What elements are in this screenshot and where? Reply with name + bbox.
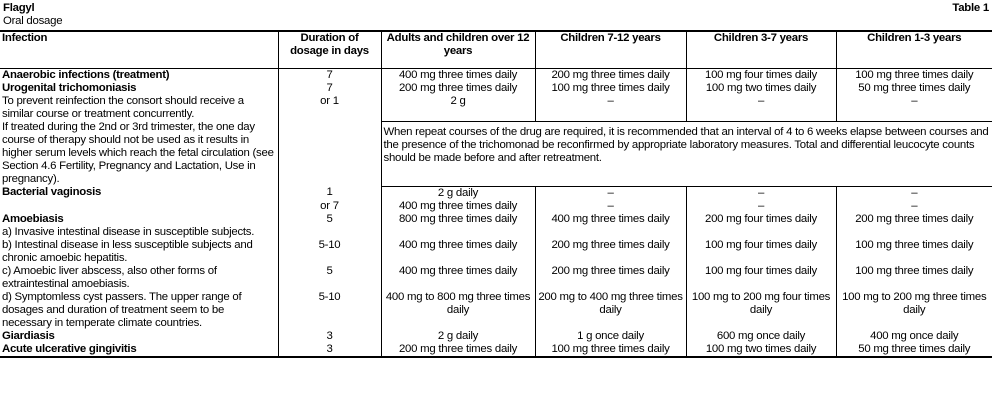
table-row — [0, 82, 992, 95]
dose-cell: – — [836, 186, 992, 200]
dose-cell: 100 mg to 200 mg four times daily — [686, 291, 836, 330]
document-title: Flagyl — [3, 2, 35, 14]
dose-cell: 100 mg two times daily — [686, 82, 836, 95]
dose-cell: 100 mg to 200 mg three times daily — [836, 291, 992, 330]
dose-cell: 200 mg three times daily — [535, 69, 686, 83]
dose-cell: 400 mg three times daily — [381, 265, 535, 291]
retreatment-note: When repeat courses of the drug are required, it is recommended that an interval of 4 to 6 weeks elapse between courses and the presence of the trichomonad be reconfirmed by appropriate laboratory measures. Total and differential leucocyte counts should be made before and after retreatment. — [381, 121, 992, 186]
infection-cell: If treated during the 2nd or 3rd trimester, the one day course of therapy should not be used as it results in higher serum levels which reach the fetal circulation (see Section 4.6 Fertility, Pregnancy and Lactation, Use in pregnancy). — [0, 121, 278, 186]
dose-cell: – — [535, 200, 686, 213]
infection-cell: Acute ulcerative gingivitis — [0, 343, 278, 357]
dose-cell: 50 mg three times daily — [836, 343, 992, 357]
dose-cell: 100 mg three times daily — [836, 265, 992, 291]
table-row — [0, 95, 992, 121]
dose-cell: – — [686, 186, 836, 200]
dose-cell — [686, 226, 836, 239]
table-row — [0, 330, 992, 343]
duration-cell: or 1 — [278, 95, 381, 121]
dose-cell: 600 mg once daily — [686, 330, 836, 343]
duration-cell: 7 — [278, 82, 381, 95]
duration-cell: 1 — [278, 186, 381, 200]
dose-cell: 400 mg three times daily — [381, 200, 535, 213]
table-row — [0, 226, 992, 239]
duration-cell: 3 — [278, 330, 381, 343]
dose-cell: 100 mg two times daily — [686, 343, 836, 357]
infection-cell: To prevent reinfection the consort should receive a similar course or treatment concurrently. — [0, 95, 278, 121]
dose-cell: – — [535, 186, 686, 200]
dose-cell: 400 mg three times daily — [535, 213, 686, 226]
infection-cell: b) Intestinal disease in less susceptible subjects and chronic amoebic hepatitis. — [0, 239, 278, 265]
dose-cell: 200 mg three times daily — [381, 343, 535, 357]
dose-cell: 100 mg three times daily — [836, 69, 992, 83]
duration-cell: 5-10 — [278, 291, 381, 330]
dose-cell: 200 mg three times daily — [535, 239, 686, 265]
dose-cell: 100 mg three times daily — [836, 239, 992, 265]
table-row — [0, 186, 992, 200]
dose-cell: 100 mg four times daily — [686, 239, 836, 265]
infection-cell: d) Symptomless cyst passers. The upper range of dosages and duration of treatment seem to be necessary in temperate climate countries. — [0, 291, 278, 330]
column-header: Children 1-3 years — [836, 31, 992, 69]
table-row — [0, 239, 992, 265]
dose-cell: – — [686, 200, 836, 213]
dose-cell: – — [836, 95, 992, 121]
infection-cell: Amoebiasis — [0, 213, 278, 226]
dose-cell: – — [836, 200, 992, 213]
table-row — [0, 69, 992, 83]
dose-cell: 200 mg three times daily — [836, 213, 992, 226]
dose-cell: 1 g once daily — [535, 330, 686, 343]
dose-cell — [535, 226, 686, 239]
dose-cell: 400 mg three times daily — [381, 239, 535, 265]
dose-cell: – — [535, 95, 686, 121]
dose-cell: 2 g daily — [381, 186, 535, 200]
dose-cell: 200 mg to 400 mg three times daily — [535, 291, 686, 330]
table-row — [0, 200, 992, 213]
dose-cell: 200 mg four times daily — [686, 213, 836, 226]
duration-cell: 5 — [278, 265, 381, 291]
dose-cell: 400 mg once daily — [836, 330, 992, 343]
dose-cell: 100 mg four times daily — [686, 265, 836, 291]
duration-cell — [278, 121, 381, 186]
table-row — [0, 265, 992, 291]
dose-cell: 200 mg three times daily — [381, 82, 535, 95]
table-row — [0, 291, 992, 330]
column-header: Adults and children over 12 years — [381, 31, 535, 69]
table-row — [0, 213, 992, 226]
column-header: Children 7-12 years — [535, 31, 686, 69]
column-header: Infection — [0, 31, 278, 69]
infection-cell: c) Amoebic liver abscess, also other forms of extraintestinal amoebiasis. — [0, 265, 278, 291]
duration-cell: 5-10 — [278, 239, 381, 265]
infection-cell — [0, 200, 278, 213]
duration-cell: 5 — [278, 213, 381, 226]
duration-cell: 3 — [278, 343, 381, 357]
dose-cell: 200 mg three times daily — [535, 265, 686, 291]
dose-cell: – — [686, 95, 836, 121]
infection-cell: Anaerobic infections (treatment) — [0, 69, 278, 83]
duration-cell: 7 — [278, 69, 381, 83]
table-row — [0, 343, 992, 357]
infection-cell: Bacterial vaginosis — [0, 186, 278, 200]
infection-cell: a) Invasive intestinal disease in susceptible subjects. — [0, 226, 278, 239]
infection-cell: Urogenital trichomoniasis — [0, 82, 278, 95]
dose-cell — [836, 226, 992, 239]
column-header: Duration of dosage in days — [278, 31, 381, 69]
dose-cell: 400 mg three times daily — [381, 69, 535, 83]
dose-cell: 2 g daily — [381, 330, 535, 343]
document-subtitle: Oral dosage — [3, 15, 63, 27]
dose-cell — [381, 226, 535, 239]
table-number: Table 1 — [952, 2, 989, 14]
duration-cell — [278, 226, 381, 239]
dose-cell: 800 mg three times daily — [381, 213, 535, 226]
dosage-table — [0, 30, 992, 358]
dose-cell: 100 mg three times daily — [535, 82, 686, 95]
dose-cell: 50 mg three times daily — [836, 82, 992, 95]
table-row — [0, 121, 992, 186]
dose-cell: 2 g — [381, 95, 535, 121]
table-header-row — [0, 31, 992, 69]
duration-cell: or 7 — [278, 200, 381, 213]
dose-cell: 400 mg to 800 mg three times daily — [381, 291, 535, 330]
infection-cell: Giardiasis — [0, 330, 278, 343]
column-header: Children 3-7 years — [686, 31, 836, 69]
dose-cell: 100 mg four times daily — [686, 69, 836, 83]
dose-cell: 100 mg three times daily — [535, 343, 686, 357]
